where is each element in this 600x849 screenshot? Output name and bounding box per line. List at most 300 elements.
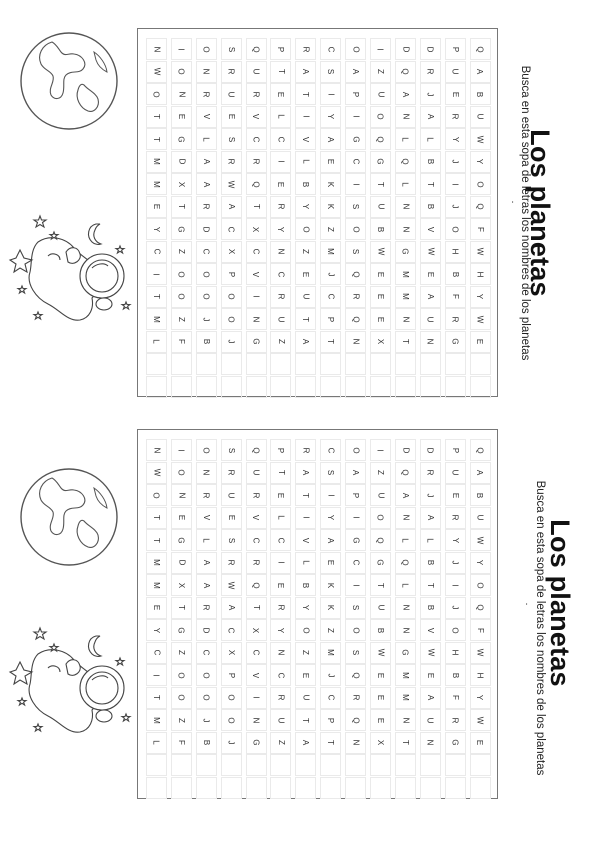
grid-cell[interactable] xyxy=(420,754,441,776)
grid-cell[interactable] xyxy=(420,597,441,619)
grid-cell[interactable] xyxy=(420,331,441,353)
grid-cell[interactable] xyxy=(221,376,242,398)
grid-cell[interactable] xyxy=(270,642,291,664)
grid-cell[interactable] xyxy=(295,196,316,218)
grid-cell[interactable] xyxy=(320,552,341,574)
grid-cell[interactable] xyxy=(445,196,466,218)
grid-cell[interactable] xyxy=(295,709,316,731)
grid-cell[interactable] xyxy=(445,38,466,60)
grid-cell[interactable] xyxy=(445,484,466,506)
grid-cell[interactable] xyxy=(146,331,167,353)
grid-cell[interactable] xyxy=(171,687,192,709)
grid-cell[interactable] xyxy=(420,128,441,150)
grid-cell[interactable] xyxy=(270,61,291,83)
grid-cell[interactable] xyxy=(146,439,167,461)
grid-cell[interactable] xyxy=(445,732,466,754)
grid-cell[interactable] xyxy=(395,196,416,218)
grid-cell[interactable] xyxy=(171,61,192,83)
grid-cell[interactable] xyxy=(320,462,341,484)
grid-cell[interactable] xyxy=(345,241,366,263)
grid-cell[interactable] xyxy=(146,687,167,709)
grid-cell[interactable] xyxy=(270,462,291,484)
grid-cell[interactable] xyxy=(146,597,167,619)
grid-cell[interactable] xyxy=(171,128,192,150)
grid-cell[interactable] xyxy=(171,151,192,173)
grid-cell[interactable] xyxy=(345,376,366,398)
grid-cell[interactable] xyxy=(171,619,192,641)
grid-cell[interactable] xyxy=(171,241,192,263)
grid-cell[interactable] xyxy=(221,286,242,308)
grid-cell[interactable] xyxy=(295,484,316,506)
grid-cell[interactable] xyxy=(345,642,366,664)
grid-cell[interactable] xyxy=(420,732,441,754)
grid-cell[interactable] xyxy=(345,218,366,240)
grid-cell[interactable] xyxy=(221,574,242,596)
grid-cell[interactable] xyxy=(420,106,441,128)
grid-cell[interactable] xyxy=(196,777,217,799)
grid-cell[interactable] xyxy=(171,308,192,330)
grid-cell[interactable] xyxy=(345,128,366,150)
grid-cell[interactable] xyxy=(270,529,291,551)
grid-cell[interactable] xyxy=(295,241,316,263)
grid-cell[interactable] xyxy=(146,196,167,218)
grid-cell[interactable] xyxy=(270,331,291,353)
grid-cell[interactable] xyxy=(470,61,491,83)
grid-cell[interactable] xyxy=(470,574,491,596)
grid-cell[interactable] xyxy=(420,439,441,461)
grid-cell[interactable] xyxy=(420,529,441,551)
grid-cell[interactable] xyxy=(395,439,416,461)
grid-cell[interactable] xyxy=(146,286,167,308)
grid-cell[interactable] xyxy=(221,754,242,776)
grid-cell[interactable] xyxy=(270,263,291,285)
grid-cell[interactable] xyxy=(370,462,391,484)
grid-cell[interactable] xyxy=(196,128,217,150)
grid-cell[interactable] xyxy=(445,754,466,776)
grid-cell[interactable] xyxy=(295,38,316,60)
grid-cell[interactable] xyxy=(420,619,441,641)
grid-cell[interactable] xyxy=(320,664,341,686)
grid-cell[interactable] xyxy=(270,732,291,754)
grid-cell[interactable] xyxy=(246,196,267,218)
grid-cell[interactable] xyxy=(470,353,491,375)
grid-cell[interactable] xyxy=(295,619,316,641)
grid-cell[interactable] xyxy=(196,732,217,754)
grid-cell[interactable] xyxy=(420,709,441,731)
grid-cell[interactable] xyxy=(171,83,192,105)
grid-cell[interactable] xyxy=(345,619,366,641)
grid-cell[interactable] xyxy=(395,83,416,105)
grid-cell[interactable] xyxy=(221,529,242,551)
grid-cell[interactable] xyxy=(395,331,416,353)
grid-cell[interactable] xyxy=(445,286,466,308)
grid-cell[interactable] xyxy=(445,61,466,83)
grid-cell[interactable] xyxy=(146,777,167,799)
grid-cell[interactable] xyxy=(246,732,267,754)
grid-cell[interactable] xyxy=(171,106,192,128)
grid-cell[interactable] xyxy=(270,173,291,195)
grid-cell[interactable] xyxy=(320,507,341,529)
grid-cell[interactable] xyxy=(345,308,366,330)
grid-cell[interactable] xyxy=(320,732,341,754)
grid-cell[interactable] xyxy=(146,462,167,484)
grid-cell[interactable] xyxy=(345,754,366,776)
grid-cell[interactable] xyxy=(445,83,466,105)
grid-cell[interactable] xyxy=(270,439,291,461)
grid-cell[interactable] xyxy=(445,331,466,353)
grid-cell[interactable] xyxy=(270,777,291,799)
grid-cell[interactable] xyxy=(395,106,416,128)
grid-cell[interactable] xyxy=(395,529,416,551)
grid-cell[interactable] xyxy=(345,196,366,218)
grid-cell[interactable] xyxy=(246,462,267,484)
grid-cell[interactable] xyxy=(246,574,267,596)
grid-cell[interactable] xyxy=(270,308,291,330)
grid-cell[interactable] xyxy=(196,38,217,60)
grid-cell[interactable] xyxy=(171,263,192,285)
grid-cell[interactable] xyxy=(320,83,341,105)
grid-cell[interactable] xyxy=(370,128,391,150)
grid-cell[interactable] xyxy=(246,353,267,375)
grid-cell[interactable] xyxy=(221,196,242,218)
grid-cell[interactable] xyxy=(146,241,167,263)
grid-cell[interactable] xyxy=(196,687,217,709)
grid-cell[interactable] xyxy=(470,529,491,551)
grid-cell[interactable] xyxy=(445,687,466,709)
grid-cell[interactable] xyxy=(146,218,167,240)
grid-cell[interactable] xyxy=(270,218,291,240)
grid-cell[interactable] xyxy=(171,642,192,664)
grid-cell[interactable] xyxy=(171,664,192,686)
grid-cell[interactable] xyxy=(221,128,242,150)
grid-cell[interactable] xyxy=(470,754,491,776)
grid-cell[interactable] xyxy=(370,38,391,60)
grid-cell[interactable] xyxy=(221,619,242,641)
grid-cell[interactable] xyxy=(146,709,167,731)
grid-cell[interactable] xyxy=(171,597,192,619)
grid-cell[interactable] xyxy=(171,484,192,506)
grid-cell[interactable] xyxy=(445,709,466,731)
grid-cell[interactable] xyxy=(146,308,167,330)
grid-cell[interactable] xyxy=(395,642,416,664)
grid-cell[interactable] xyxy=(270,241,291,263)
grid-cell[interactable] xyxy=(345,687,366,709)
grid-cell[interactable] xyxy=(370,353,391,375)
grid-cell[interactable] xyxy=(295,507,316,529)
grid-cell[interactable] xyxy=(146,664,167,686)
grid-cell[interactable] xyxy=(470,331,491,353)
grid-cell[interactable] xyxy=(320,439,341,461)
grid-cell[interactable] xyxy=(246,484,267,506)
grid-cell[interactable] xyxy=(445,128,466,150)
grid-cell[interactable] xyxy=(246,664,267,686)
grid-cell[interactable] xyxy=(196,241,217,263)
grid-cell[interactable] xyxy=(221,353,242,375)
grid-cell[interactable] xyxy=(470,106,491,128)
grid-cell[interactable] xyxy=(370,597,391,619)
grid-cell[interactable] xyxy=(395,732,416,754)
grid-cell[interactable] xyxy=(221,241,242,263)
grid-cell[interactable] xyxy=(345,484,366,506)
grid-cell[interactable] xyxy=(395,484,416,506)
grid-cell[interactable] xyxy=(370,61,391,83)
grid-cell[interactable] xyxy=(196,218,217,240)
grid-cell[interactable] xyxy=(370,196,391,218)
grid-cell[interactable] xyxy=(196,462,217,484)
grid-cell[interactable] xyxy=(295,173,316,195)
grid-cell[interactable] xyxy=(370,664,391,686)
grid-cell[interactable] xyxy=(246,83,267,105)
grid-cell[interactable] xyxy=(171,529,192,551)
grid-cell[interactable] xyxy=(146,83,167,105)
grid-cell[interactable] xyxy=(470,552,491,574)
grid-cell[interactable] xyxy=(345,38,366,60)
grid-cell[interactable] xyxy=(270,552,291,574)
grid-cell[interactable] xyxy=(445,529,466,551)
grid-cell[interactable] xyxy=(320,331,341,353)
grid-cell[interactable] xyxy=(420,777,441,799)
grid-cell[interactable] xyxy=(246,263,267,285)
grid-cell[interactable] xyxy=(370,484,391,506)
grid-cell[interactable] xyxy=(196,83,217,105)
grid-cell[interactable] xyxy=(445,106,466,128)
grid-cell[interactable] xyxy=(146,574,167,596)
grid-cell[interactable] xyxy=(246,106,267,128)
grid-cell[interactable] xyxy=(470,732,491,754)
grid-cell[interactable] xyxy=(470,664,491,686)
grid-cell[interactable] xyxy=(395,462,416,484)
grid-cell[interactable] xyxy=(171,38,192,60)
grid-cell[interactable] xyxy=(146,732,167,754)
grid-cell[interactable] xyxy=(370,218,391,240)
grid-cell[interactable] xyxy=(295,754,316,776)
grid-cell[interactable] xyxy=(370,642,391,664)
grid-cell[interactable] xyxy=(146,507,167,529)
grid-cell[interactable] xyxy=(171,439,192,461)
grid-cell[interactable] xyxy=(345,61,366,83)
grid-cell[interactable] xyxy=(370,552,391,574)
grid-cell[interactable] xyxy=(246,286,267,308)
grid-cell[interactable] xyxy=(420,687,441,709)
grid-cell[interactable] xyxy=(420,38,441,60)
grid-cell[interactable] xyxy=(445,462,466,484)
grid-cell[interactable] xyxy=(196,529,217,551)
grid-cell[interactable] xyxy=(171,552,192,574)
grid-cell[interactable] xyxy=(246,687,267,709)
grid-cell[interactable] xyxy=(445,574,466,596)
grid-cell[interactable] xyxy=(320,353,341,375)
grid-cell[interactable] xyxy=(196,597,217,619)
grid-cell[interactable] xyxy=(320,151,341,173)
grid-cell[interactable] xyxy=(370,331,391,353)
grid-cell[interactable] xyxy=(221,642,242,664)
grid-cell[interactable] xyxy=(445,439,466,461)
grid-cell[interactable] xyxy=(270,38,291,60)
grid-cell[interactable] xyxy=(246,151,267,173)
grid-cell[interactable] xyxy=(420,83,441,105)
grid-cell[interactable] xyxy=(295,83,316,105)
grid-cell[interactable] xyxy=(345,709,366,731)
grid-cell[interactable] xyxy=(395,173,416,195)
grid-cell[interactable] xyxy=(395,687,416,709)
grid-cell[interactable] xyxy=(196,263,217,285)
grid-cell[interactable] xyxy=(246,128,267,150)
grid-cell[interactable] xyxy=(196,376,217,398)
grid-cell[interactable] xyxy=(295,353,316,375)
grid-cell[interactable] xyxy=(295,308,316,330)
grid-cell[interactable] xyxy=(171,196,192,218)
grid-cell[interactable] xyxy=(370,529,391,551)
grid-cell[interactable] xyxy=(445,597,466,619)
grid-cell[interactable] xyxy=(470,439,491,461)
grid-cell[interactable] xyxy=(196,552,217,574)
grid-cell[interactable] xyxy=(370,709,391,731)
grid-cell[interactable] xyxy=(221,173,242,195)
grid-cell[interactable] xyxy=(221,664,242,686)
grid-cell[interactable] xyxy=(146,38,167,60)
grid-cell[interactable] xyxy=(221,106,242,128)
grid-cell[interactable] xyxy=(221,687,242,709)
grid-cell[interactable] xyxy=(171,462,192,484)
grid-cell[interactable] xyxy=(370,574,391,596)
grid-cell[interactable] xyxy=(295,218,316,240)
grid-cell[interactable] xyxy=(395,664,416,686)
grid-cell[interactable] xyxy=(320,173,341,195)
grid-cell[interactable] xyxy=(370,754,391,776)
grid-cell[interactable] xyxy=(320,376,341,398)
grid-cell[interactable] xyxy=(146,484,167,506)
grid-cell[interactable] xyxy=(295,777,316,799)
grid-cell[interactable] xyxy=(320,218,341,240)
grid-cell[interactable] xyxy=(470,619,491,641)
grid-cell[interactable] xyxy=(146,128,167,150)
grid-cell[interactable] xyxy=(246,642,267,664)
grid-cell[interactable] xyxy=(470,83,491,105)
grid-cell[interactable] xyxy=(420,61,441,83)
grid-cell[interactable] xyxy=(345,263,366,285)
grid-cell[interactable] xyxy=(320,241,341,263)
grid-cell[interactable] xyxy=(370,263,391,285)
grid-cell[interactable] xyxy=(320,61,341,83)
grid-cell[interactable] xyxy=(370,151,391,173)
grid-cell[interactable] xyxy=(295,574,316,596)
grid-cell[interactable] xyxy=(270,128,291,150)
grid-cell[interactable] xyxy=(320,196,341,218)
grid-cell[interactable] xyxy=(196,574,217,596)
grid-cell[interactable] xyxy=(445,241,466,263)
grid-cell[interactable] xyxy=(196,106,217,128)
grid-cell[interactable] xyxy=(146,754,167,776)
grid-cell[interactable] xyxy=(295,664,316,686)
grid-cell[interactable] xyxy=(320,308,341,330)
grid-cell[interactable] xyxy=(146,619,167,641)
grid-cell[interactable] xyxy=(171,286,192,308)
grid-cell[interactable] xyxy=(146,552,167,574)
grid-cell[interactable] xyxy=(295,732,316,754)
grid-cell[interactable] xyxy=(221,308,242,330)
grid-cell[interactable] xyxy=(420,263,441,285)
grid-cell[interactable] xyxy=(445,376,466,398)
grid-cell[interactable] xyxy=(270,353,291,375)
grid-cell[interactable] xyxy=(196,664,217,686)
grid-cell[interactable] xyxy=(246,529,267,551)
grid-cell[interactable] xyxy=(221,777,242,799)
grid-cell[interactable] xyxy=(246,173,267,195)
grid-cell[interactable] xyxy=(246,38,267,60)
grid-cell[interactable] xyxy=(146,61,167,83)
grid-cell[interactable] xyxy=(470,597,491,619)
grid-cell[interactable] xyxy=(470,196,491,218)
grid-cell[interactable] xyxy=(370,507,391,529)
grid-cell[interactable] xyxy=(295,552,316,574)
grid-cell[interactable] xyxy=(171,353,192,375)
grid-cell[interactable] xyxy=(146,376,167,398)
grid-cell[interactable] xyxy=(246,241,267,263)
grid-cell[interactable] xyxy=(270,619,291,641)
grid-cell[interactable] xyxy=(221,709,242,731)
grid-cell[interactable] xyxy=(270,484,291,506)
grid-cell[interactable] xyxy=(420,507,441,529)
grid-cell[interactable] xyxy=(445,642,466,664)
grid-cell[interactable] xyxy=(295,151,316,173)
grid-cell[interactable] xyxy=(445,619,466,641)
grid-cell[interactable] xyxy=(345,331,366,353)
grid-cell[interactable] xyxy=(345,83,366,105)
grid-cell[interactable] xyxy=(270,687,291,709)
grid-cell[interactable] xyxy=(221,331,242,353)
grid-cell[interactable] xyxy=(420,308,441,330)
grid-cell[interactable] xyxy=(221,151,242,173)
grid-cell[interactable] xyxy=(395,263,416,285)
grid-cell[interactable] xyxy=(370,83,391,105)
grid-cell[interactable] xyxy=(395,754,416,776)
grid-cell[interactable] xyxy=(295,106,316,128)
grid-cell[interactable] xyxy=(395,552,416,574)
grid-cell[interactable] xyxy=(420,151,441,173)
grid-cell[interactable] xyxy=(196,484,217,506)
grid-cell[interactable] xyxy=(445,353,466,375)
grid-cell[interactable] xyxy=(470,462,491,484)
grid-cell[interactable] xyxy=(171,754,192,776)
grid-cell[interactable] xyxy=(470,709,491,731)
grid-cell[interactable] xyxy=(246,376,267,398)
grid-cell[interactable] xyxy=(171,331,192,353)
grid-cell[interactable] xyxy=(320,687,341,709)
grid-cell[interactable] xyxy=(221,462,242,484)
grid-cell[interactable] xyxy=(196,61,217,83)
grid-cell[interactable] xyxy=(345,529,366,551)
grid-cell[interactable] xyxy=(320,777,341,799)
grid-cell[interactable] xyxy=(470,263,491,285)
grid-cell[interactable] xyxy=(395,151,416,173)
grid-cell[interactable] xyxy=(295,263,316,285)
grid-cell[interactable] xyxy=(445,218,466,240)
grid-cell[interactable] xyxy=(395,777,416,799)
grid-cell[interactable] xyxy=(345,732,366,754)
grid-cell[interactable] xyxy=(470,507,491,529)
grid-cell[interactable] xyxy=(171,777,192,799)
grid-cell[interactable] xyxy=(270,664,291,686)
grid-cell[interactable] xyxy=(221,38,242,60)
grid-cell[interactable] xyxy=(320,642,341,664)
grid-cell[interactable] xyxy=(370,619,391,641)
grid-cell[interactable] xyxy=(445,507,466,529)
grid-cell[interactable] xyxy=(370,732,391,754)
grid-cell[interactable] xyxy=(246,777,267,799)
grid-cell[interactable] xyxy=(370,777,391,799)
grid-cell[interactable] xyxy=(246,619,267,641)
grid-cell[interactable] xyxy=(246,552,267,574)
